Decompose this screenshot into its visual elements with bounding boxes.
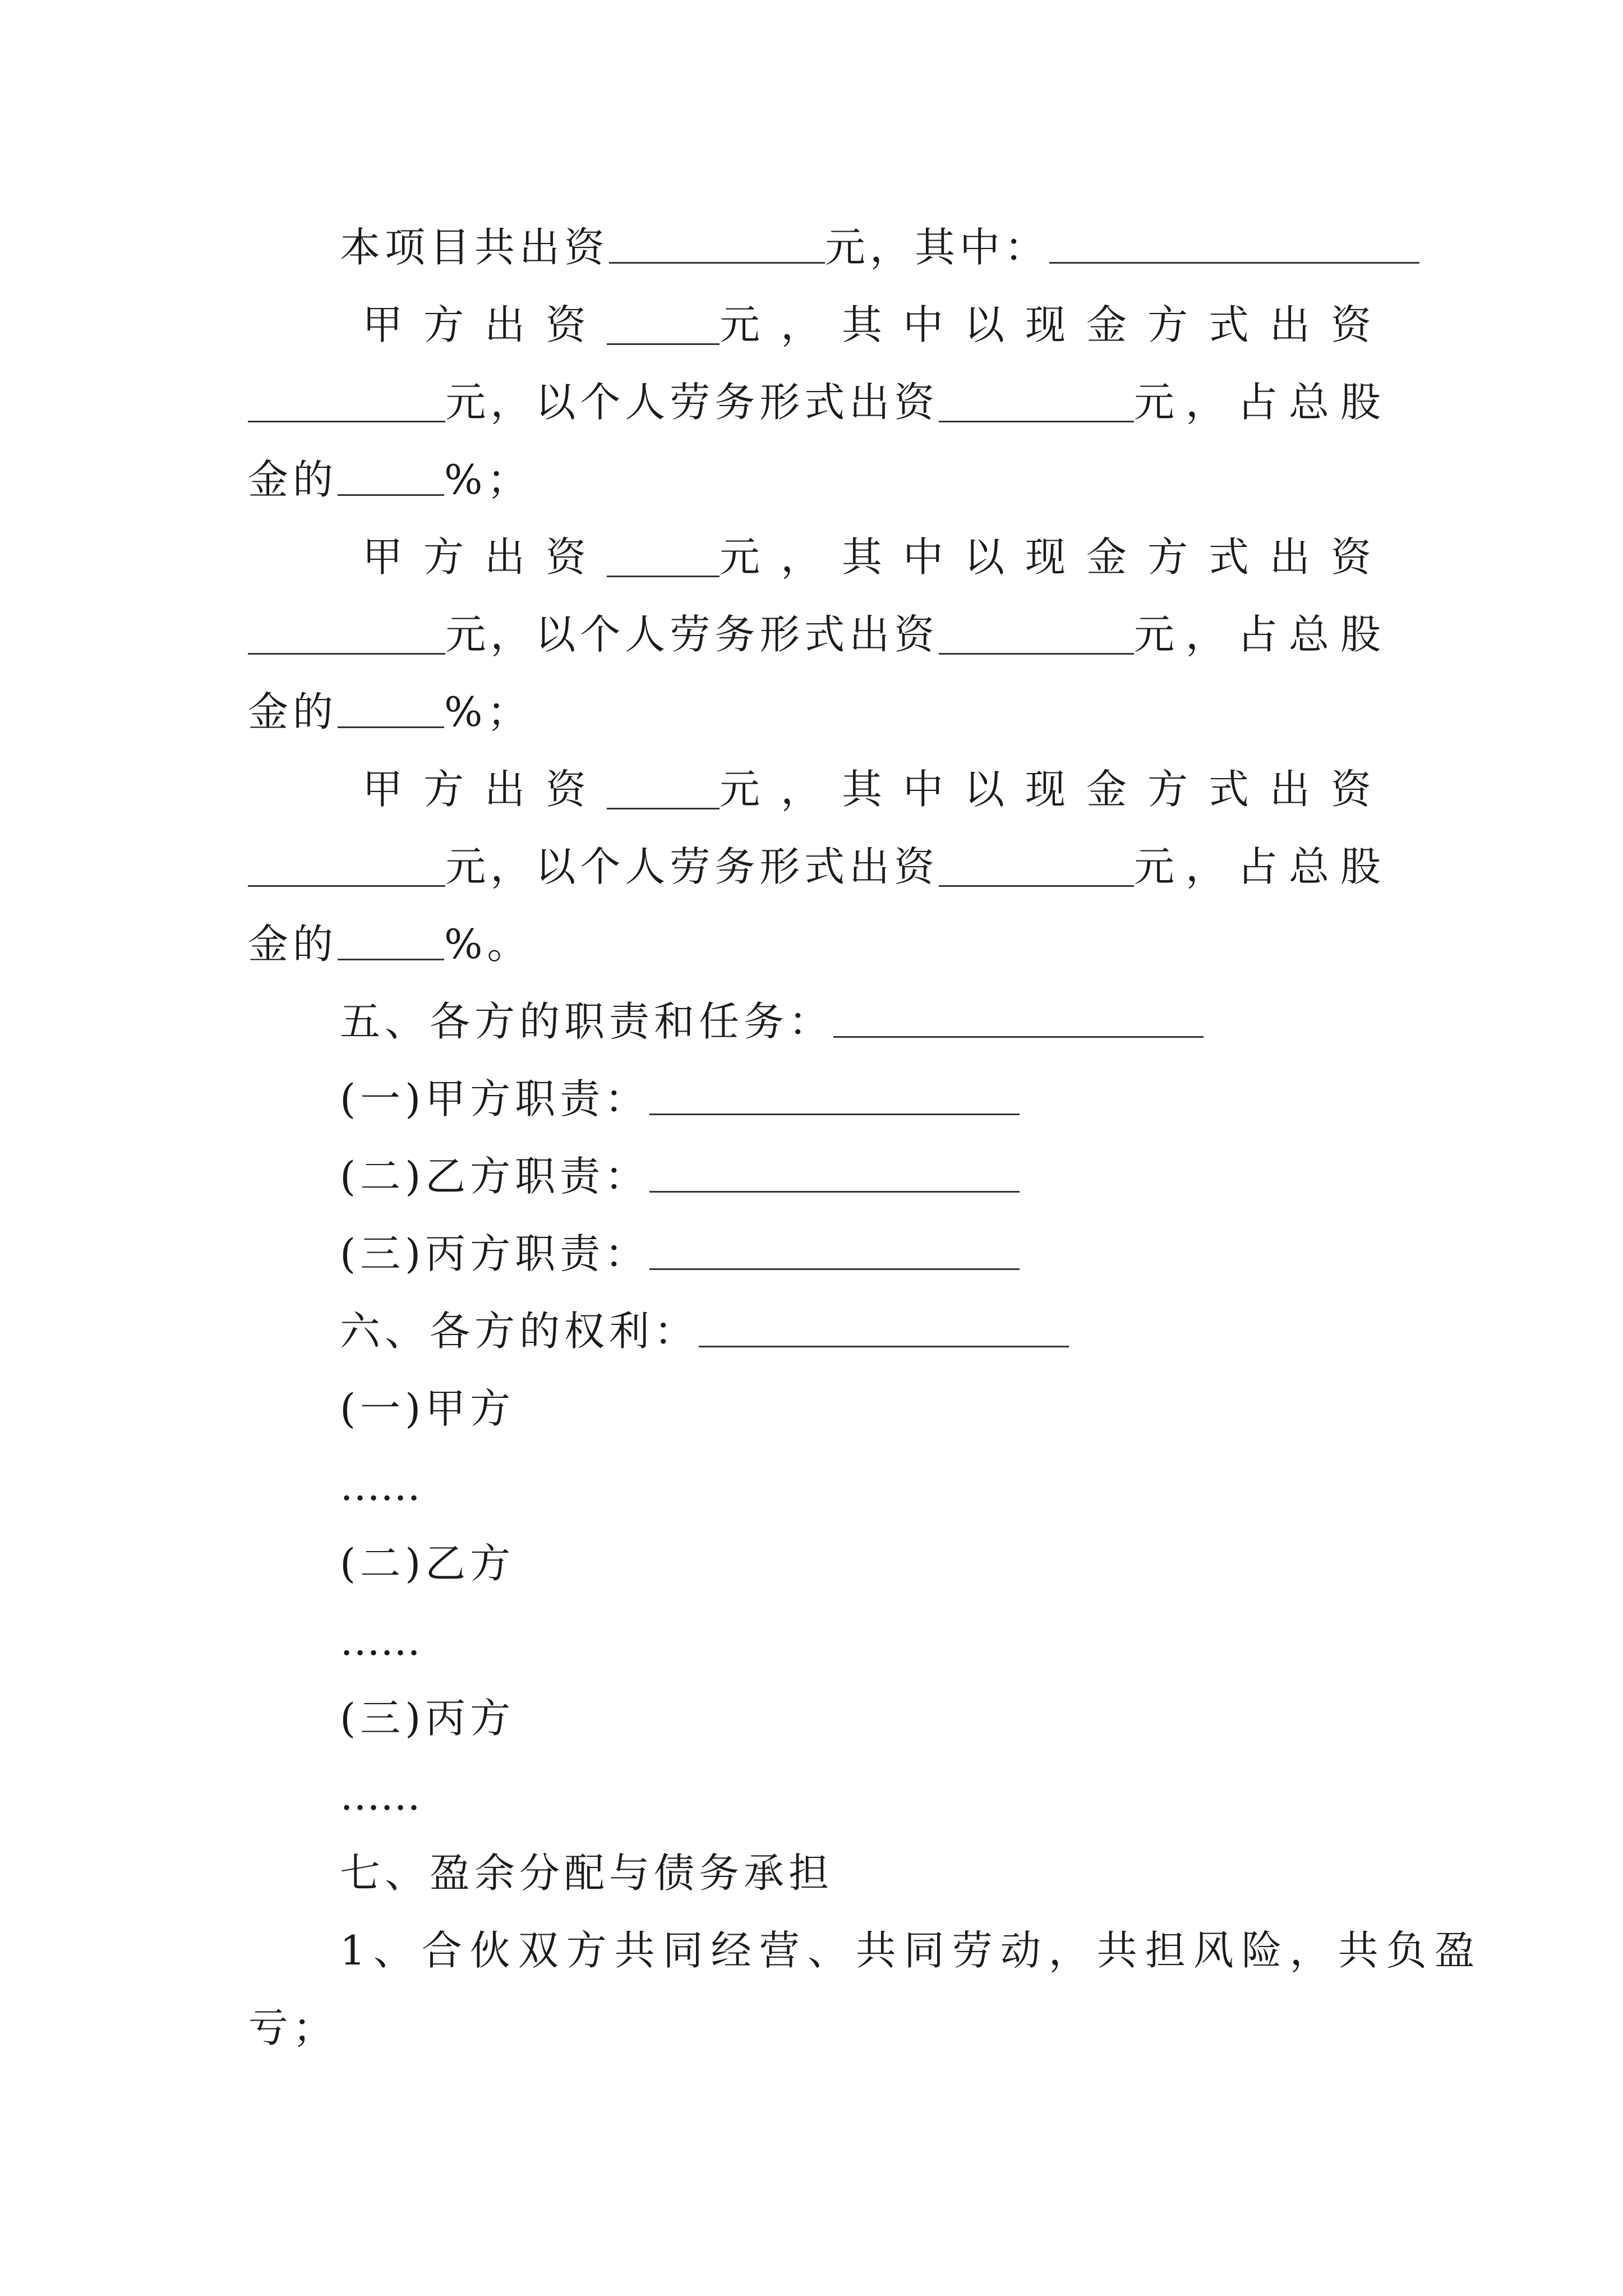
percent-blank[interactable]: [338, 688, 444, 728]
ellipsis-text: ……: [340, 1617, 421, 1664]
party-share-line: [248, 286, 1506, 364]
item-one-line2: [248, 1989, 1392, 2067]
percent-suffix: %。: [444, 921, 532, 968]
labor-amount-blank[interactable]: [939, 382, 1134, 422]
duty-party-c-label: (三)丙方职责：: [340, 1230, 650, 1277]
ellipsis-line: [248, 1447, 1484, 1525]
right-party-c: [248, 1680, 1484, 1757]
party-share-line2: [248, 364, 1392, 441]
right-party-b: [248, 1525, 1484, 1602]
duty-party-c: [248, 1215, 1484, 1292]
labor-label: 元，以个人劳务形式出资: [445, 379, 939, 426]
percent-suffix: %；: [444, 688, 532, 735]
duty-party-a-blank[interactable]: [649, 1075, 1020, 1115]
percent-label: 金的: [248, 921, 338, 968]
share-label: 元，占总股: [1133, 843, 1392, 890]
duty-party-b-label: (二)乙方职责：: [340, 1153, 650, 1200]
party-label: 甲方出资: [362, 301, 607, 348]
section-five-blank[interactable]: [833, 997, 1204, 1037]
duty-party-c-blank[interactable]: [649, 1230, 1020, 1269]
party-share-line: [248, 518, 1506, 596]
breakdown-blank[interactable]: [1049, 223, 1419, 263]
labor-label: 元，以个人劳务形式出资: [445, 611, 939, 658]
right-party-a: [248, 1370, 1484, 1447]
investment-total-suffix: 元，其中：: [825, 224, 1050, 271]
party-label: 甲方出资: [362, 766, 607, 813]
party-amount-blank[interactable]: [607, 537, 720, 577]
investment-total-label: 本项目共出资: [340, 224, 610, 271]
party-share-percent-line: [248, 441, 1392, 518]
ellipsis-line: [248, 1602, 1484, 1680]
section-seven-label: 七、盈余分配与债务承担: [340, 1849, 834, 1897]
cash-label: 元，其中以现金方式出资: [719, 301, 1392, 348]
party-label: 甲方出资: [362, 533, 607, 581]
cash-amount-blank[interactable]: [248, 846, 445, 886]
party-amount-blank[interactable]: [607, 305, 720, 344]
percent-suffix: %；: [444, 456, 532, 503]
labor-amount-blank[interactable]: [939, 614, 1134, 654]
cash-amount-blank[interactable]: [248, 382, 445, 422]
cash-label: 元，其中以现金方式出资: [719, 766, 1392, 813]
section-six-label: 六、各方的权利：: [340, 1308, 699, 1355]
party-share-percent-line: [248, 905, 1392, 983]
section-seven-heading: [248, 1834, 1484, 1912]
section-five-label: 五、各方的职责和任务：: [340, 998, 834, 1045]
cash-label: 元，其中以现金方式出资: [719, 533, 1392, 581]
duty-party-a: [248, 1060, 1484, 1138]
item-one-text: 1、合伙双方共同经营、共同劳动，共担风险，共负盈: [340, 1927, 1483, 1974]
total-amount-blank[interactable]: [609, 223, 825, 263]
ellipsis-line: [248, 1757, 1484, 1834]
investment-total-line: [248, 209, 1484, 286]
percent-blank[interactable]: [338, 920, 444, 960]
party-share-line: [248, 751, 1506, 828]
section-five-heading: [248, 983, 1484, 1060]
section-six-blank[interactable]: [699, 1307, 1069, 1347]
party-share-line2: [248, 596, 1392, 673]
right-party-a-label: (一)甲方: [340, 1385, 515, 1432]
duty-party-a-label: (一)甲方职责：: [340, 1075, 650, 1122]
duty-party-b-blank[interactable]: [649, 1152, 1020, 1192]
labor-amount-blank[interactable]: [939, 846, 1134, 886]
party-share-line2: [248, 828, 1392, 905]
party-share-percent-line: [248, 673, 1392, 751]
cash-amount-blank[interactable]: [248, 614, 445, 654]
right-party-c-label: (三)丙方: [340, 1695, 515, 1742]
percent-blank[interactable]: [338, 455, 444, 495]
section-six-heading: [248, 1292, 1484, 1370]
percent-label: 金的: [248, 456, 338, 503]
ellipsis-text: ……: [340, 1772, 421, 1819]
share-label: 元，占总股: [1133, 379, 1392, 426]
share-label: 元，占总股: [1133, 611, 1392, 658]
item-one-line1: [248, 1912, 1484, 1989]
right-party-b-label: (二)乙方: [340, 1540, 515, 1587]
percent-label: 金的: [248, 688, 338, 735]
duty-party-b: [248, 1138, 1484, 1215]
labor-label: 元，以个人劳务形式出资: [445, 843, 939, 890]
ellipsis-text: ……: [340, 1462, 421, 1510]
item-one-text-end: 亏；: [248, 2004, 338, 2051]
party-amount-blank[interactable]: [607, 769, 720, 809]
